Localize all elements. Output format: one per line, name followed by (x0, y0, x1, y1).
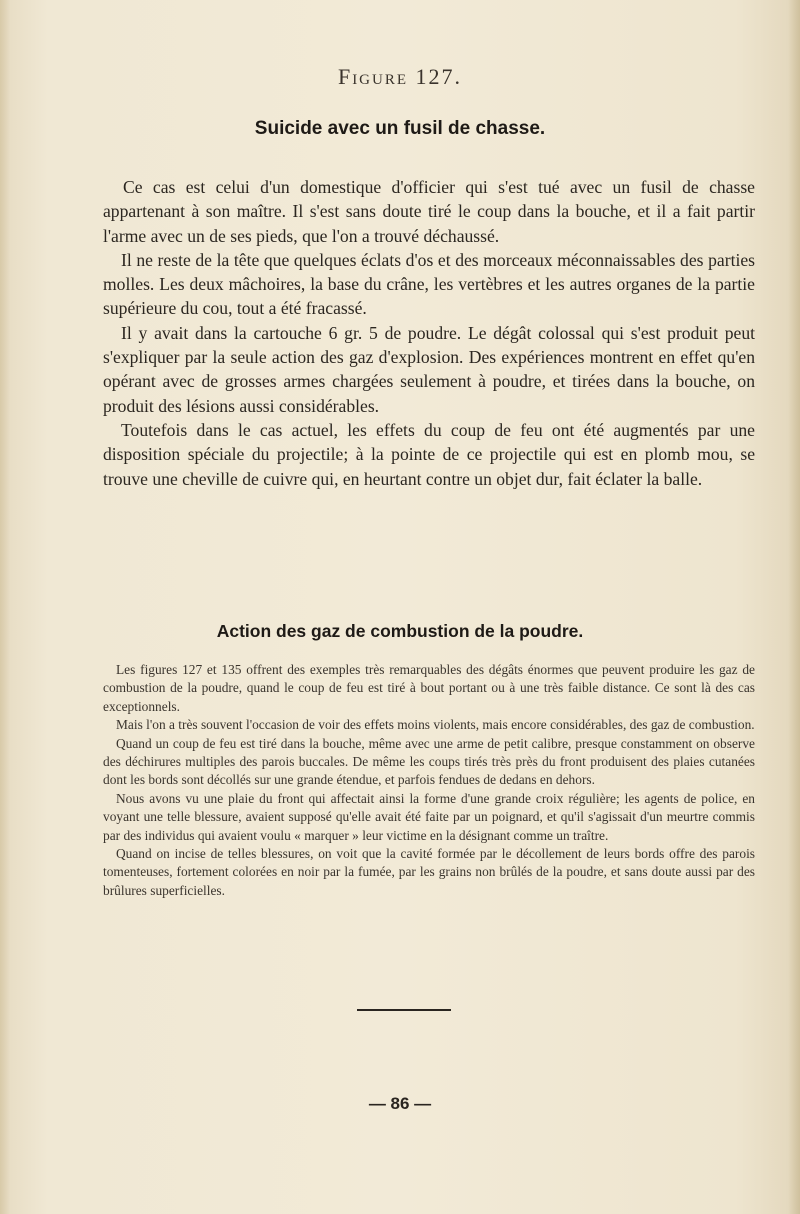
small-paragraph: Mais l'on a très souvent l'occasion de voir des effets moins violents, mais encore considérables, des gaz de combustion. (116, 717, 755, 733)
small-print-text (103, 661, 755, 900)
section-heading-combustion: Action des gaz de combustion de la poudre. (216, 621, 584, 641)
small-paragraph: Les figures 127 et 135 offrent des exemples très remarquables des dégâts énormes que peuvent produire les gaz de combustion de la poudre, quand le coup de feu est tiré à bout portant ou à une très faible distance. Ce sont là des cas exceptionnels. (103, 662, 755, 714)
small-paragraph: Quand on incise de telles blessures, on voit que la cavité formée par le décollement de leurs bords offre des parois tomenteuses, fortement colorées en noir par la fumée, par les grains non brûlés de la poudre, et sans doute aussi par des brûlures superficielles. (103, 846, 755, 898)
small-paragraph: Quand un coup de feu est tiré dans la bouche, même avec une arme de petit calibre, presque constamment on observe des déchirures multiples des parois buccales. De même les coups tirés très près du front produisent des plaies cutanées dont les bords sont décollés sur une grande étendue, et parfois fendues de dedans en dehors. (103, 735, 755, 788)
body-paragraph: Toutefois dans le cas actuel, les effets du coup de feu ont été augmentés par une disposition spéciale du projectile; à la pointe de ce projectile qui est en plomb mou, se trouve une cheville de cuivre qui, en heurtant contre un objet dur, fait éclater la balle. (103, 419, 755, 489)
section-heading-suicide: Suicide avec un fusil de chasse. (254, 118, 546, 139)
page-number: — 86 — (368, 1094, 432, 1113)
page-edge-shadow-left (0, 0, 10, 1214)
section-divider-rule (357, 1009, 451, 1011)
body-paragraph: Ce cas est celui d'un domestique d'officier qui s'est tué avec un fusil de chasse appartenant à son maître. Il s'est sans doute tiré le coup dans la bouche, et il a fait partir l'arme avec un de ses pieds, que l'on a trouvé déchaussé. (103, 177, 755, 246)
page-edge-shadow-right (788, 0, 800, 1214)
figure-title: Figure 127. (337, 64, 463, 89)
small-paragraph: Nous avons vu une plaie du front qui affectait ainsi la forme d'une grande croix régulière; les agents de police, en voyant une telle blessure, avaient supposé qu'elle avait été faite par un poignard, et qu'il s'agissait d'un meurtre commis par des individus qui avaient voulu « marquer » leur victime en la désignant comme un traître. (103, 790, 755, 843)
body-paragraph: Il ne reste de la tête que quelques éclats d'os et des morceaux méconnaissables des parties molles. Les deux mâchoires, la base du crâne, les vertèbres et les autres organes de la partie supérieure du cou, tout a été fracassé. (103, 249, 755, 319)
main-body-text (103, 175, 755, 491)
body-paragraph: Il y avait dans la cartouche 6 gr. 5 de poudre. Le dégât colossal qui s'est produit peut s'expliquer par la seule action des gaz d'explosion. Des expériences montrent en effet qu'en opérant avec de grosses armes chargées seulement à poudre, et tirées dans la bouche, on produit des lésions aussi considérables. (103, 322, 755, 416)
